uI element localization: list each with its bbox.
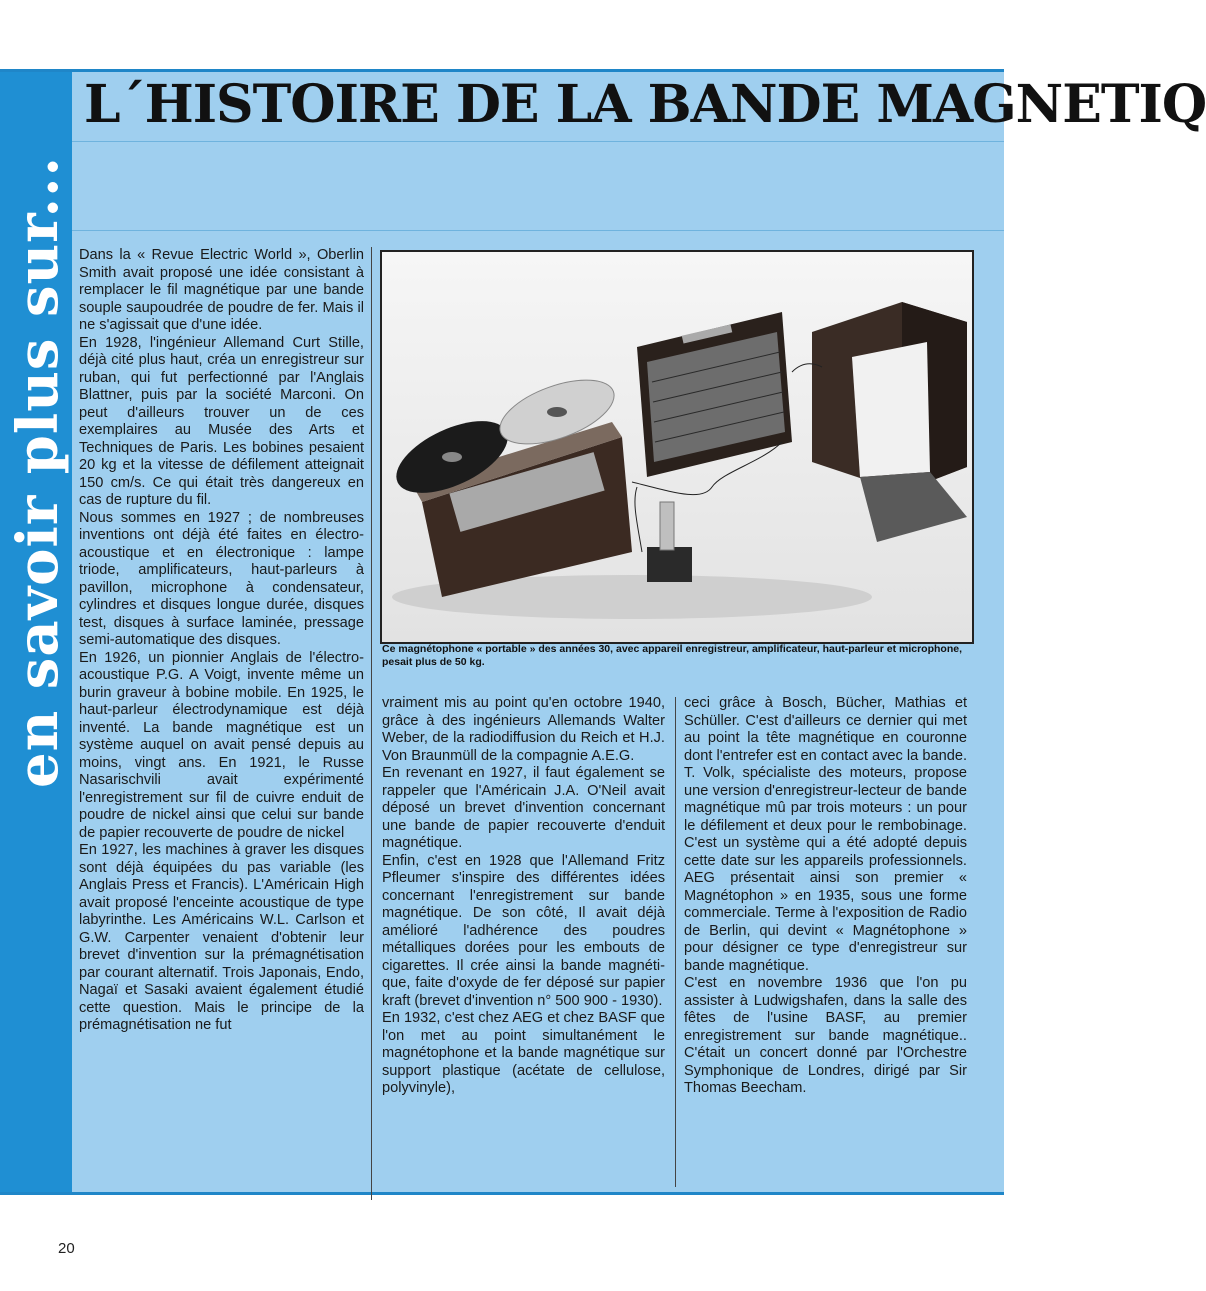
paragraph: Dans la « Revue Electric World », Oberlin Smith avait proposé une idée consistant à remplacer le fil magnétique par une bande souple saupoudrée de poudre de fer. Mais il ne s'agissait que d'une idée. bbox=[79, 247, 364, 333]
paragraph: Enfin, c'est en 1928 que l'Allemand Fritz Pfleumer s'inspire des différentes idées concernant l'enregistrement sur bande magnétique. De son côté, Il avait déjà amélioré l'adhérence des poudres métalliques dorées pour les embouts de cigarettes. Il crée ainsi la bande magnétique, faite d'oxyde de fer déposé sur papier kraft (brevet d'invention n° 500 900 - 1930). bbox=[382, 852, 665, 1009]
paragraph: En 1927, les machines à graver les disques sont déjà équipées du pas variable (les Anglais Press et Francis). L'Américain High avait proposé l'enceinte acoustique de type labyrinthe. Les Américains W.L. Carlson et G.W. Carpenter venaient d'obtenir leur brevet d'invention sur la prémagnétisation par courant alternatif. Trois Japonais, Endo, Nagaï et Sasaki avaient également étudié cette question. Mais le principe de la prémagnétisation ne fut bbox=[79, 842, 364, 1033]
text-column-1 bbox=[79, 247, 364, 1035]
paragraph: C'est en novembre 1936 que l'on pu assister à Ludwigshafen, dans la salle des fêtes de l'usine BASF, au premier enregistrement sur bande magnétique.. C'était un concert donné par l'Orchestre Symphonique de Londres, dirigé par Sir Thomas Beecham. bbox=[684, 975, 967, 1096]
title-band bbox=[72, 141, 1004, 231]
column-divider bbox=[675, 697, 676, 1187]
section-spine bbox=[0, 72, 72, 1192]
paragraph: En 1932, c'est chez AEG et chez BASF que l'on met au point simultanément le magnétophone et la bande magnétique sur support plastique (acétate de cellulose, polyvinyle), bbox=[382, 1010, 665, 1096]
photo-caption: Ce magnétophone « portable » des années 30, avec appareil enregistreur, amplificateur, haut-parleur et microphone, pesait plus de 50 kg. bbox=[382, 643, 963, 668]
paragraph: En revenant en 1927, il faut également se rappeler que l'Américain J.A. O'Neil avait déposé un brevet d'invention concernant une bande de papier recouverte d'enduit magnétique. bbox=[382, 765, 665, 851]
tape-recorder-illustration bbox=[382, 252, 972, 642]
text-column-2 bbox=[382, 695, 665, 1098]
paragraph: ceci grâce à Bosch, Bücher, Mathias et Schüller. C'est d'ailleurs ce dernier qui met au point la tête magnétique en couronne dont l'entrefer est en contact avec la bande. T. Volk, spécialiste des moteurs, propose une version d'enregistreur-lecteur de bande magnétique mû par trois moteurs : un pour le défilement et deux pour le rembobinage. C'est un système qui a été adopté depuis cette date sur les appareils professionnels. AEG présentait ainsi son premier « Magnétophon » en 1935, sous une forme commerciale. Terme à l'exposition de Radio de Berlin, qui devint « Magnétophone » pour désigner ce type d'enregistreur sur bande magnétique. bbox=[684, 695, 967, 974]
paragraph: vraiment mis au point qu'en octobre 1940, grâce à des ingénieurs Allemands Walter Weber, de la radiodiffusion du Reich et H.J. Von Braunmüll de la compagnie A.E.G. bbox=[382, 695, 665, 764]
photo bbox=[380, 250, 974, 644]
page-number: 20 bbox=[58, 1240, 75, 1257]
paragraph: En 1926, un pionnier Anglais de l'électro-acoustique P.G. A Voigt, invente même un burin graveur à bobine mobile. En 1925, le haut-parleur électrodynamique est déjà inventé. La bande magnétique est un système auquel on avait pensé depuis au moins, vingt ans. En 1921, le Russe Nasarischvili avait expérimenté l'enregistrement sur fil de cuivre enduit de poudre de nickel ainsi que celui sur bande de papier recouverte de poudre de nickel bbox=[79, 649, 364, 841]
panel-top-rule bbox=[0, 69, 1004, 72]
paragraph: Nous sommes en 1927 ; de nombreuses inventions ont déjà été faites en électro-acoustique et en électronique : lampe triode, amplificateurs, haut-parleurs à pavillon, microphone à condensateur, cylindres et disques longue durée, disques test, disques à surface laminée, pressage semi-automatique des disques. bbox=[79, 509, 364, 648]
column-divider bbox=[371, 247, 372, 1200]
paragraph: En 1928, l'ingénieur Allemand Curt Stille, déjà cité plus haut, créa un enregistreur sur ruban, qui fut perfectionné par l'Anglais Blattner, puis par la société Marconi. On peut d'ailleurs trouver un de ces exemplaires au Musée des Arts et Techniques de Paris. Les bobines pesaient 20 kg et la vitesse de défilement atteignait 150 cm/s. Ce qui était très dangereux en cas de rupture du fil. bbox=[79, 334, 364, 508]
panel-bottom-rule bbox=[0, 1192, 1004, 1195]
text-column-3 bbox=[684, 695, 967, 1098]
spine-label: en savoir plus sur... bbox=[5, 155, 71, 789]
article-title: L´HISTOIRE DE LA BANDE MAGNETIQ bbox=[84, 74, 1206, 135]
